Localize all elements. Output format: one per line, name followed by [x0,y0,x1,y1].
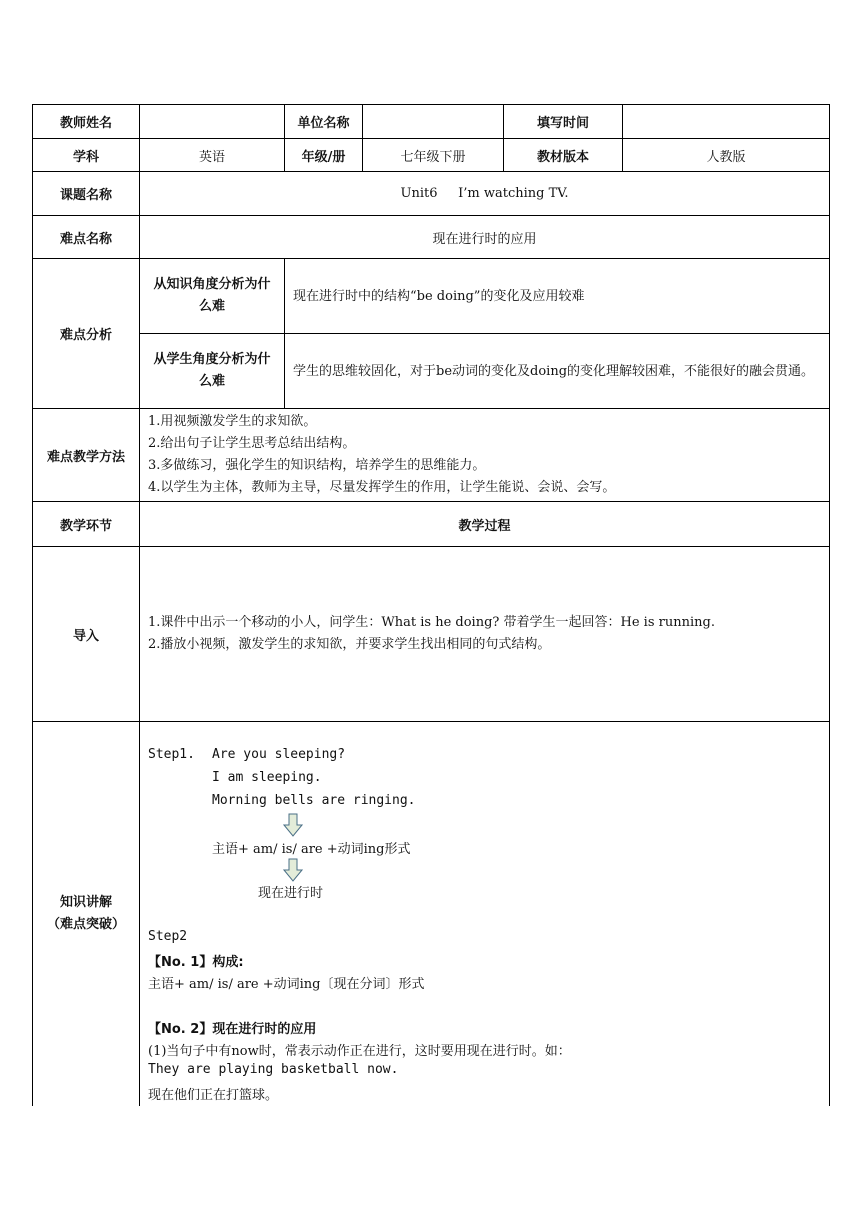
analysis-row-knowledge [33,259,830,334]
intro-label: 导入 [33,547,140,722]
fill-time-value [623,105,830,139]
down-arrow-icon [283,858,303,882]
step1-sentence: Morning bells are ringing. [212,793,416,808]
method-item: 3.多做练习，强化学生的知识结构，培养学生的思维能力。 [148,458,486,473]
down-arrow-icon [283,813,303,837]
intro-list [140,547,830,722]
method-list [140,409,830,502]
step1-sentence: Are you sleeping? [212,747,346,762]
step2-label: Step2 [148,929,188,944]
method-item: 2.给出句子让学生思考总结出结构。 [148,436,356,451]
no2-item: (1)当句子中有now时，常表示动作正在进行，这时要用现在进行时。如： [148,1044,571,1059]
lesson-plan-table [32,104,830,1106]
step1-label: Step1. [148,747,195,762]
topic-value: Unit6 I’m watching TV. [140,172,830,216]
fill-time-label: 填写时间 [504,105,623,139]
example-english: They are playing basketball now. [148,1062,399,1077]
info-row-1 [33,105,830,139]
method-item: 1.用视频激发学生的求知欲。 [148,414,317,429]
student-angle-label: 从学生角度分析为什么难 [140,334,285,409]
process-header-row [33,502,830,547]
subject-value: 英语 [140,139,285,172]
subject-label: 学科 [33,139,140,172]
no1-heading: 【No. 1】构成: [148,955,244,970]
intro-item: 1.课件中出示一个移动的小人，问学生：What is he doing? 带着学生一起回答：He is running. [148,615,715,630]
analysis-label: 难点分析 [33,259,140,409]
knowledge-label-line2: （难点突破） [46,917,125,932]
grade-value: 七年级下册 [363,139,504,172]
unit-name-label: 单位名称 [285,105,363,139]
knowledge-label [33,722,140,1107]
teaching-stage-label: 教学环节 [33,502,140,547]
teacher-name-label: 教师姓名 [33,105,140,139]
topic-label: 课题名称 [33,172,140,216]
analysis-row-student [33,334,830,409]
no2-heading: 【No. 2】现在进行时的应用 [148,1022,317,1037]
no1-text: 主语+ am/ is/ are +动词ing〔现在分词〕形式 [148,977,425,992]
result-text: 现在进行时 [258,886,324,901]
formula-text: 主语+ am/ is/ are +动词ing形式 [212,842,411,857]
knowledge-angle-text: 现在进行时中的结构“be doing”的变化及应用较难 [285,259,830,334]
info-row-2 [33,139,830,172]
edition-value: 人教版 [623,139,830,172]
difficulty-label: 难点名称 [33,216,140,259]
student-angle-text: 学生的思维较固化，对于be动词的变化及doing的变化理解较困难，不能很好的融会贯通。 [285,334,830,409]
unit-name-value [363,105,504,139]
method-item: 4.以学生为主体，教师为主导，尽量发挥学生的作用，让学生能说、会说、会写。 [148,480,616,495]
intro-item: 2.播放小视频，激发学生的求知欲，并要求学生找出相同的句式结构。 [148,637,551,652]
grade-label: 年级/册 [285,139,363,172]
knowledge-row [33,722,830,1107]
difficulty-value: 现在进行时的应用 [140,216,830,259]
knowledge-label-line1: 知识讲解 [59,895,112,910]
method-row [33,409,830,502]
lesson-plan-page [32,104,829,1106]
teaching-process-label: 教学过程 [140,502,830,547]
teacher-name-value [140,105,285,139]
step1-sentence: I am sleeping. [212,770,322,785]
knowledge-content [140,722,830,1107]
topic-row [33,172,830,216]
edition-label: 教材版本 [504,139,623,172]
example-chinese: 现在他们正在打篮球。 [148,1088,279,1103]
method-label: 难点教学方法 [33,409,140,502]
intro-row [33,547,830,722]
knowledge-angle-label: 从知识角度分析为什么难 [140,259,285,334]
difficulty-row [33,216,830,259]
